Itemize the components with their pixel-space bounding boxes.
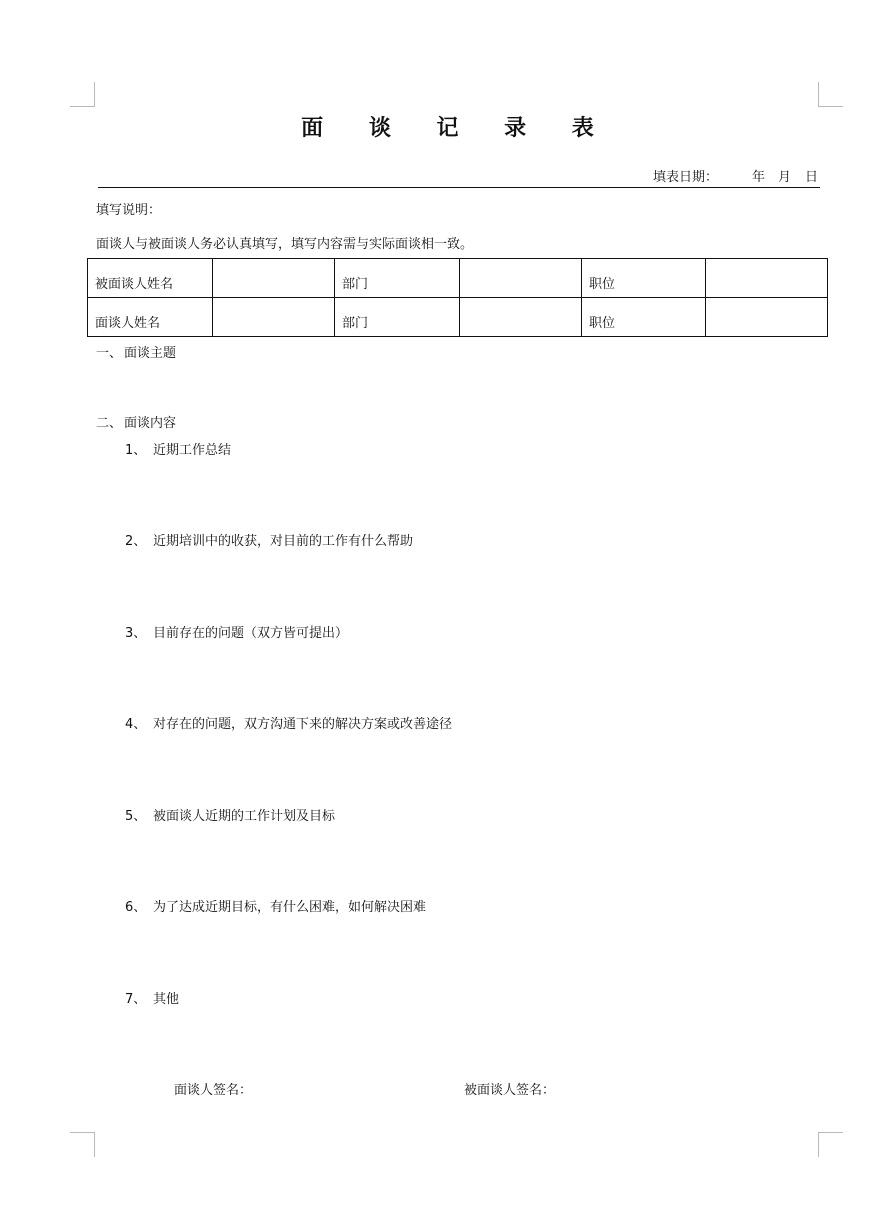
question-text: 其他 (153, 992, 180, 1007)
interviewee-position-label: 职位 (582, 259, 706, 298)
question-text: 对存在的问题，双方沟通下来的解决方案或改善途径 (153, 717, 453, 732)
question-number: 3、 (125, 626, 147, 641)
crop-mark-top-right (818, 82, 843, 107)
page-title: 面 谈 记 录 表 (301, 116, 613, 141)
question-text: 近期工作总结 (153, 443, 232, 458)
interviewer-name-field[interactable] (213, 298, 335, 337)
crop-mark-top-left (70, 82, 95, 107)
interviewer-signature-label[interactable]: 面谈人签名： (174, 1083, 253, 1098)
question-number: 6、 (125, 900, 147, 915)
interviewee-name-field[interactable] (213, 259, 335, 298)
interviewer-dept-label: 部门 (335, 298, 460, 337)
date-year-label[interactable]: 年 (752, 170, 766, 185)
interviewee-dept-label: 部门 (335, 259, 460, 298)
table-row (88, 259, 828, 298)
interviewee-position-field[interactable] (706, 259, 828, 298)
question-number: 7、 (125, 992, 147, 1007)
question-number: 4、 (125, 717, 147, 732)
interviewee-dept-field[interactable] (460, 259, 582, 298)
crop-mark-bottom-right (818, 1132, 843, 1157)
instructions-heading: 填写说明： (96, 203, 162, 218)
section-number: 二、 (96, 416, 123, 431)
date-label: 填表日期： (653, 170, 719, 185)
interviewee-signature-label[interactable]: 被面谈人签名： (464, 1083, 556, 1098)
question-text: 被面谈人近期的工作计划及目标 (153, 809, 336, 824)
question-text: 目前存在的问题（双方皆可提出） (153, 626, 349, 641)
interviewer-dept-field[interactable] (460, 298, 582, 337)
question-number: 5、 (125, 809, 147, 824)
table-row (88, 298, 828, 337)
crop-mark-bottom-left (70, 1132, 95, 1157)
interviewer-position-field[interactable] (706, 298, 828, 337)
question-text: 近期培训中的收获，对目前的工作有什么帮助 (153, 534, 414, 549)
section-title: 面谈主题 (124, 346, 177, 361)
interviewee-name-label: 被面谈人姓名 (88, 259, 213, 298)
date-day-label[interactable]: 日 (805, 170, 819, 185)
interviewer-name-label: 面谈人姓名 (88, 298, 213, 337)
section-number: 一、 (96, 346, 123, 361)
date-row (98, 165, 820, 188)
question-number: 1、 (125, 443, 147, 458)
section-title: 面谈内容 (124, 416, 177, 431)
interviewer-position-label: 职位 (582, 298, 706, 337)
info-table (87, 258, 828, 337)
instructions-text: 面谈人与被面谈人务必认真填写，填写内容需与实际面谈相一致。 (96, 237, 474, 252)
question-number: 2、 (125, 534, 147, 549)
date-month-label[interactable]: 月 (778, 170, 792, 185)
question-text: 为了达成近期目标，有什么困难，如何解决困难 (153, 900, 427, 915)
